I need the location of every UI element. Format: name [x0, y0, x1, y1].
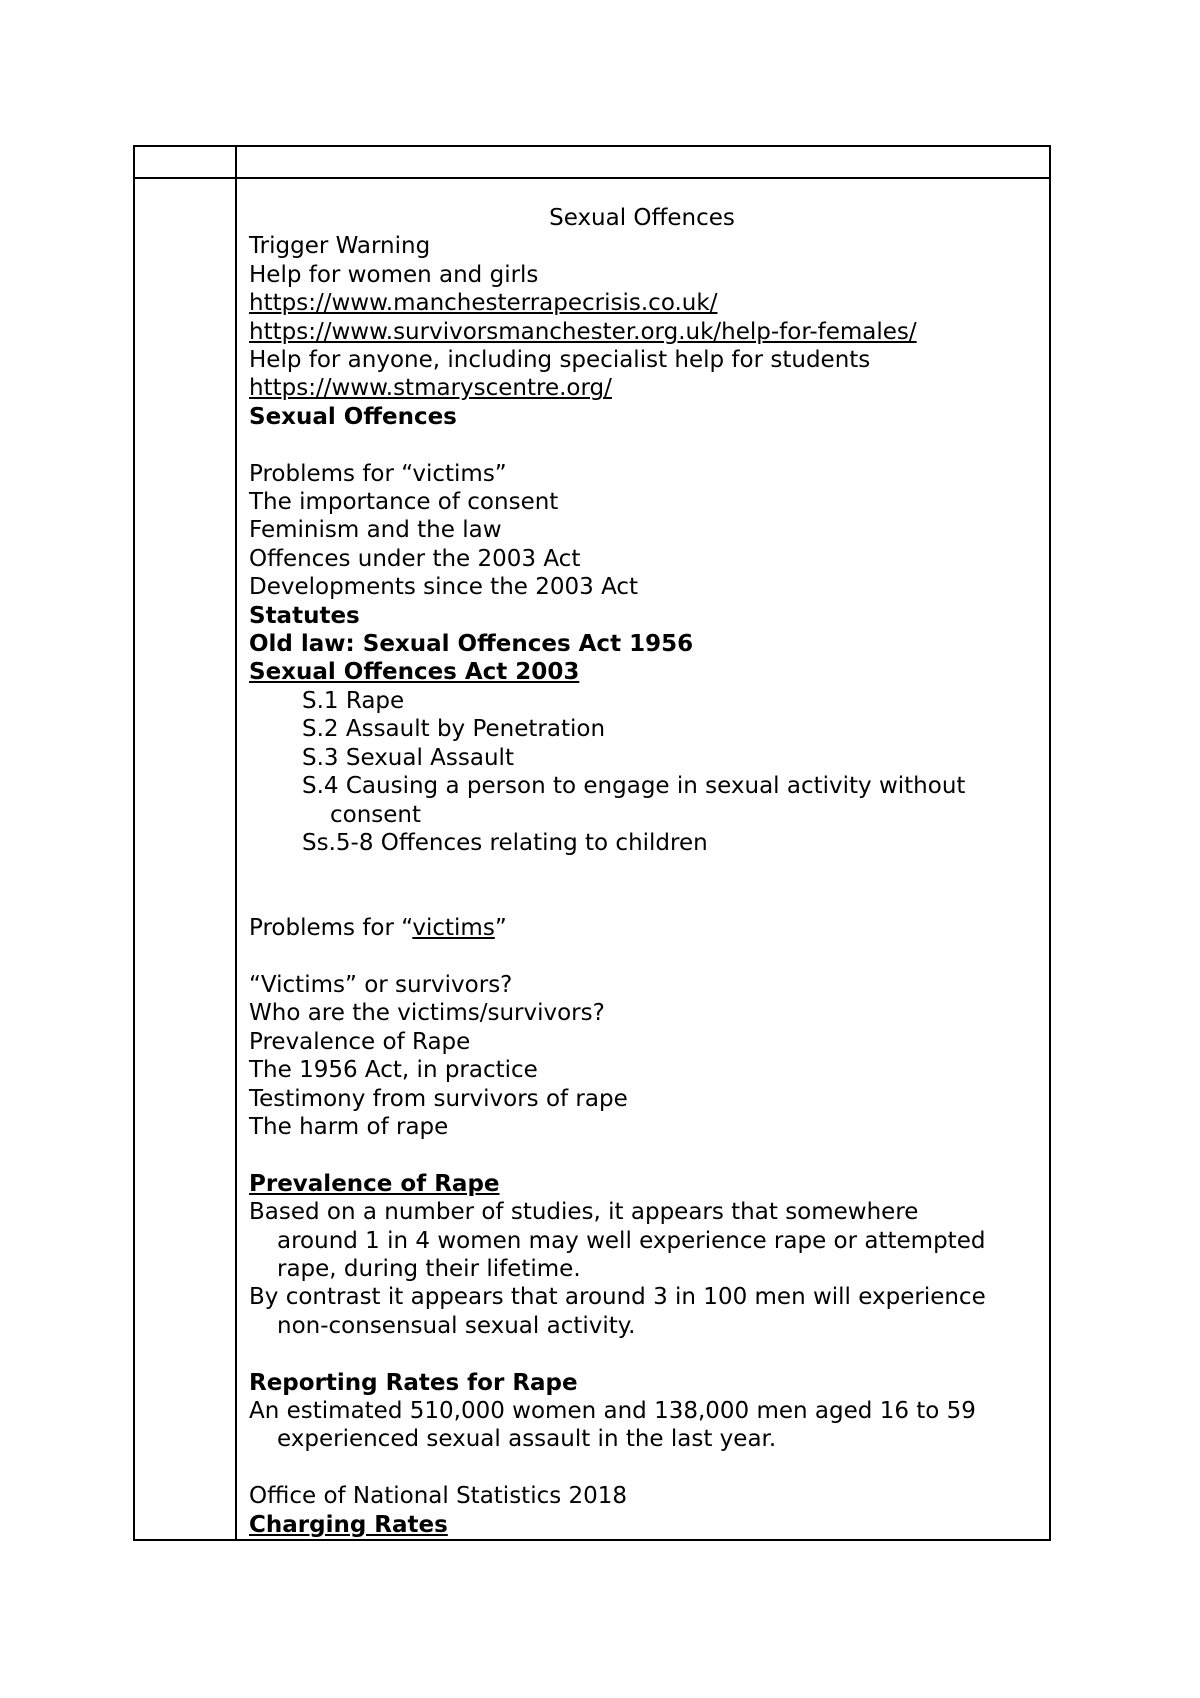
victims-word: victims — [412, 915, 495, 942]
section-item: S.4 Causing a person to engage in sexual activity without — [302, 773, 966, 800]
topic-item: Problems for “victims” — [249, 460, 507, 487]
heading-sexual-offences: Sexual Offences — [249, 403, 457, 430]
heading-old-law: Old law: Sexual Offences Act 1956 — [249, 631, 694, 658]
heading-prevalence: Prevalence of Rape — [249, 1170, 500, 1197]
table-header-divider — [135, 177, 1049, 179]
reporting-paragraph: An estimated 510,000 women and 138,000 men aged 16 to 59 — [249, 1397, 976, 1424]
problems-heading: Problems for “victims” — [249, 915, 507, 942]
link-survivors-manchester[interactable]: https://www.survivorsmanchester.org.uk/help-for-females/ — [249, 318, 917, 345]
victims-item: The 1956 Act, in practice — [249, 1057, 538, 1084]
heading-statutes: Statutes — [249, 602, 360, 629]
prevalence-paragraph-2-cont: non-consensual sexual activity. — [277, 1312, 636, 1339]
table-column-divider — [235, 147, 237, 1539]
prevalence-paragraph-2: By contrast it appears that around 3 in 100 men will experience — [249, 1284, 986, 1311]
section-item-continuation: consent — [330, 801, 422, 828]
victims-item: “Victims” or survivors? — [249, 971, 513, 998]
victims-item: Prevalence of Rape — [249, 1028, 471, 1055]
trigger-warning: Trigger Warning — [249, 233, 431, 260]
ons-source: Office of National Statistics 2018 — [249, 1483, 628, 1510]
section-item: S.3 Sexual Assault — [302, 744, 514, 771]
link-st-marys-centre[interactable]: https://www.stmaryscentre.org/ — [249, 375, 612, 402]
link-manchester-rape-crisis[interactable]: https://www.manchesterrapecrisis.co.uk/ — [249, 290, 718, 317]
topic-item: Feminism and the law — [249, 517, 502, 544]
prevalence-paragraph-1-cont: around 1 in 4 women may well experience rape or attempted — [277, 1227, 986, 1254]
victims-item: Who are the victims/survivors? — [249, 1000, 605, 1027]
heading-act-2003: Sexual Offences Act 2003 — [249, 659, 580, 686]
prevalence-paragraph-1-cont: rape, during their lifetime. — [277, 1255, 581, 1282]
help-women-text: Help for women and girls — [249, 261, 539, 288]
heading-reporting-rates: Reporting Rates for Rape — [249, 1369, 578, 1396]
content-cell — [249, 204, 1035, 1539]
topic-item: Offences under the 2003 Act — [249, 545, 581, 572]
heading-charging-rates: Charging Rates — [249, 1511, 448, 1538]
victims-item: The harm of rape — [249, 1113, 449, 1140]
section-item: S.1 Rape — [302, 687, 405, 714]
doc-title: Sexual Offences — [549, 205, 735, 231]
victims-item: Testimony from survivors of rape — [249, 1085, 628, 1112]
topic-item: Developments since the 2003 Act — [249, 574, 639, 601]
topic-item: The importance of consent — [249, 489, 559, 516]
prevalence-paragraph-1: Based on a number of studies, it appears that somewhere — [249, 1199, 919, 1226]
reporting-paragraph-cont: experienced sexual assault in the last year. — [277, 1426, 777, 1453]
section-item: Ss.5-8 Offences relating to children — [302, 829, 708, 856]
help-anyone-text: Help for anyone, including specialist help for students — [249, 347, 871, 374]
section-item: S.2 Assault by Penetration — [302, 716, 606, 743]
document-table — [133, 145, 1051, 1541]
